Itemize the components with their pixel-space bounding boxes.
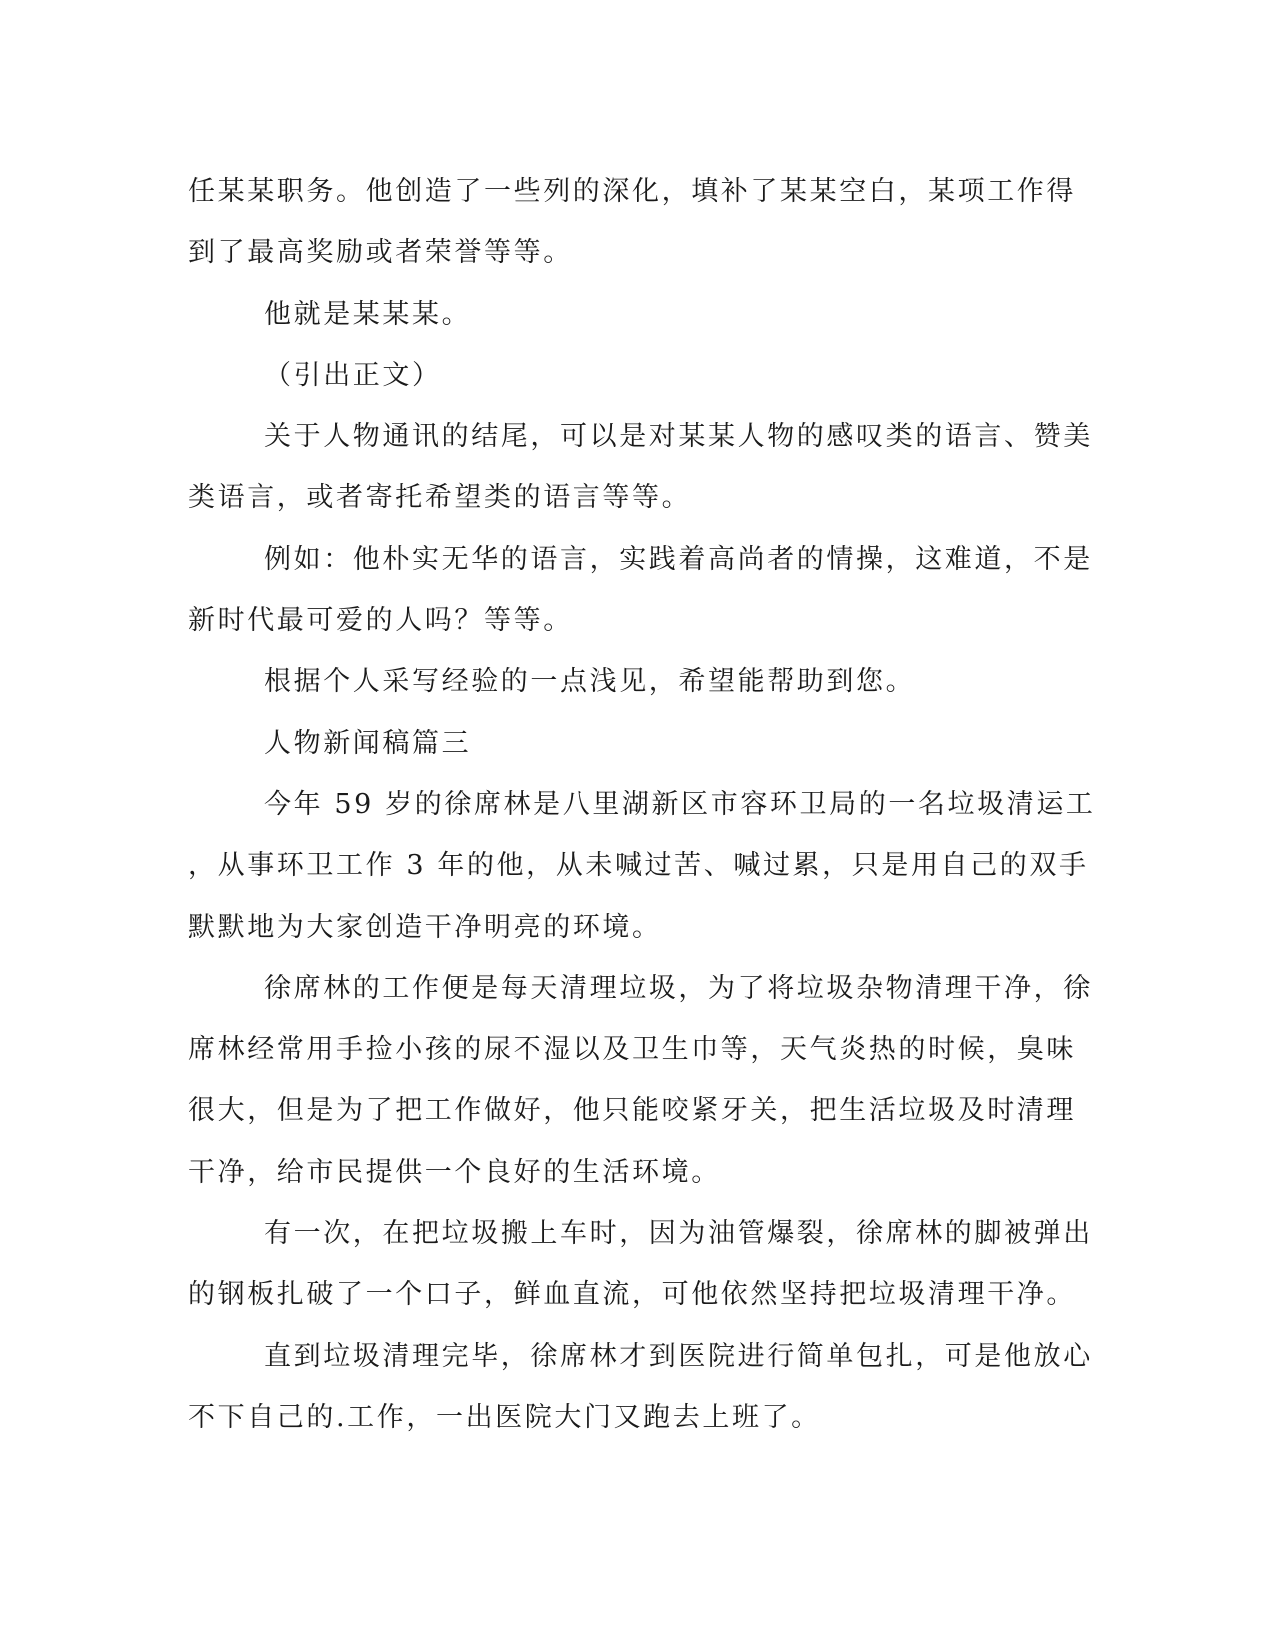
text-line: 例如：他朴实无华的语言，实践着高尚者的情操，这难道，不是 bbox=[264, 543, 1093, 575]
text-line: 的钢板扎破了一个口子，鲜血直流，可他依然坚持把垃圾清理干净。 bbox=[188, 1279, 1076, 1311]
text-line: 默默地为大家创造干净明亮的环境。 bbox=[188, 911, 662, 943]
text-line: 根据个人采写经验的一点浅见，希望能帮助到您。 bbox=[264, 666, 916, 698]
text-line: 干净，给市民提供一个良好的生活环境。 bbox=[188, 1156, 721, 1188]
text-line: 新时代最可爱的人吗？等等。 bbox=[188, 605, 573, 637]
section-heading: 人物新闻稿篇三 bbox=[264, 727, 472, 759]
text-line: 席林经常用手捡小孩的尿不湿以及卫生巾等，天气炎热的时候，臭味 bbox=[188, 1034, 1076, 1066]
text-line: 他就是某某某。 bbox=[264, 298, 472, 330]
text-line: 直到垃圾清理完毕，徐席林才到医院进行简单包扎，可是他放心 bbox=[264, 1340, 1093, 1372]
text-line: 类语言，或者寄托希望类的语言等等。 bbox=[188, 482, 692, 514]
text-line: 很大，但是为了把工作做好，他只能咬紧牙关，把生活垃圾及时清理 bbox=[188, 1095, 1076, 1127]
text-line: 不下自己的.工作，一出医院大门又跑去上班了。 bbox=[188, 1401, 821, 1433]
document-body bbox=[188, 161, 1096, 1448]
text-line: 徐席林的工作便是每天清理垃圾，为了将垃圾杂物清理干净，徐 bbox=[264, 972, 1093, 1004]
text-line: 关于人物通讯的结尾，可以是对某某人物的感叹类的语言、赞美 bbox=[264, 421, 1093, 453]
text-line: ，从事环卫工作 3 年的他，从未喊过苦、喊过累，只是用自己的双手 bbox=[188, 850, 1089, 882]
text-line: 今年 59 岁的徐席林是八里湖新区市容环卫局的一名垃圾清运工 bbox=[264, 788, 1096, 820]
text-line: （引出正文） bbox=[264, 359, 442, 391]
text-line: 到了最高奖励或者荣誉等等。 bbox=[188, 237, 573, 269]
text-line: 任某某职务。他创造了一些列的深化，填补了某某空白，某项工作得 bbox=[188, 176, 1076, 207]
text-line: 有一次，在把垃圾搬上车时，因为油管爆裂，徐席林的脚被弹出 bbox=[264, 1218, 1093, 1250]
